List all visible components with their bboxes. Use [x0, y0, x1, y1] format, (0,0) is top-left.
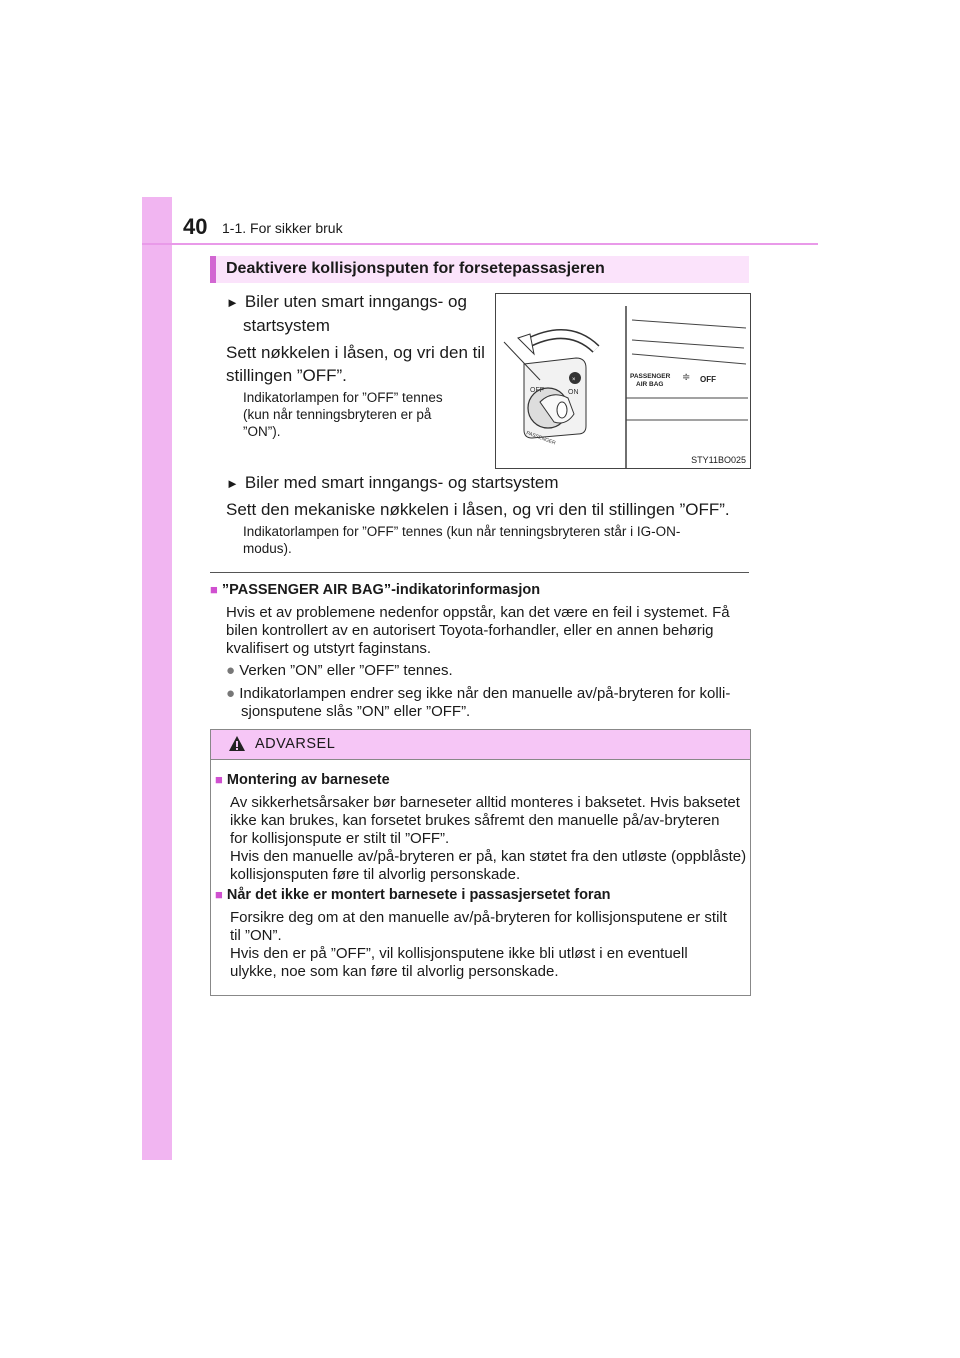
- variant-b-title: ► Biler med smart inngangs- og startsystem: [226, 473, 559, 492]
- variant-a-instruction-line2: stillingen ”OFF”.: [226, 366, 347, 385]
- switch-passenger-label: PASSENGER: [525, 430, 557, 447]
- lamp-airbag-text: AIR BAG: [636, 381, 664, 388]
- warning-label: ADVARSEL: [255, 736, 336, 752]
- warning-item1-line5: kollisjonsputen føre til alvorlig personskade.: [230, 866, 521, 883]
- variant-a-note-line2: (kun når tenningsbryteren er på: [243, 407, 432, 422]
- info-body-line1: Hvis et av problemene nedenfor oppstår, kan det være en feil i systemet. Få: [226, 604, 730, 621]
- info-title: ■ ”PASSENGER AIR BAG”-indikatorinformasjon: [210, 582, 541, 598]
- figure-code: STY11BO025: [691, 455, 746, 465]
- warning-item1-line2: ikke kan brukes, kan forsetet brukes såfremt den manuelle på/av-bryteren: [230, 812, 720, 829]
- warning-item2-line2: til ”ON”.: [230, 927, 282, 944]
- variant-b-note-line2: modus).: [243, 541, 292, 556]
- warning-item2-line4: ulykke, noe som kan føre til alvorlig personskade.: [230, 963, 559, 980]
- arrow-icon: ►: [226, 295, 239, 310]
- info-body-line3: kvalifisert og utstyrt faginstans.: [226, 640, 432, 657]
- lamp-passenger-text: PASSENGER: [630, 373, 671, 380]
- switch-drawing: [496, 294, 750, 468]
- heading-accent-bar: [210, 256, 216, 283]
- header-rule: [142, 243, 818, 245]
- warning-item2-line3: Hvis den er på ”OFF”, vil kollisjonsputene ikke bli utløst i en eventuell: [230, 945, 688, 962]
- switch-off-label: OFF: [530, 387, 544, 394]
- square-bullet-icon: ■: [215, 772, 223, 787]
- svg-text:×: ×: [572, 377, 576, 383]
- page-number: 40: [183, 214, 208, 239]
- circle-bullet-icon: ●: [226, 662, 236, 679]
- variant-a-note-line1: Indikatorlampen for ”OFF” tennes: [243, 390, 443, 405]
- divider: [210, 572, 749, 573]
- square-bullet-icon: ■: [215, 887, 223, 902]
- lamp-seat-icon: ≑: [682, 372, 691, 383]
- side-tab: [142, 197, 172, 1160]
- square-bullet-icon: ■: [210, 582, 218, 597]
- airbag-switch-illustration: [495, 293, 751, 469]
- warning-item1-title: ■ Montering av barnesete: [215, 772, 390, 788]
- variant-b-instruction: Sett den mekaniske nøkkelen i låsen, og vri den til stillingen ”OFF”.: [226, 500, 730, 519]
- section-heading-text: Deaktivere kollisjonsputen for forsetepassasjeren: [226, 260, 605, 277]
- warning-item1-line1: Av sikkerhetsårsaker bør barneseter alltid monteres i baksetet. Hvis baksetet: [230, 794, 740, 811]
- variant-a-note-line3: ”ON”).: [243, 424, 281, 439]
- warning-box: [210, 729, 751, 996]
- warning-triangle-icon: [228, 735, 246, 752]
- warning-item1-line3: for kollisjonspute er stilt til ”OFF”.: [230, 830, 450, 847]
- section-title: 1-1. For sikker bruk: [222, 220, 343, 236]
- warning-item1-line4: Hvis den manuelle av/på-bryteren er på, kan støtet fra den utløste (oppblåste): [230, 848, 747, 865]
- variant-a-title-line2: startsystem: [243, 316, 330, 335]
- variant-b-note-line1: Indikatorlampen for ”OFF” tennes (kun når tenningsbryteren står i IG-ON-: [243, 524, 681, 539]
- variant-a-title-line1: ► Biler uten smart inngangs- og: [226, 292, 467, 311]
- info-bullet2-line2: sjonsputene slås ”ON” eller ”OFF”.: [241, 703, 471, 720]
- variant-a-instruction-line1: Sett nøkkelen i låsen, og vri den til: [226, 343, 485, 362]
- warning-item2-title: ■ Når det ikke er montert barnesete i passasjersetet foran: [215, 887, 611, 903]
- info-bullet2-line1: ● Indikatorlampen endrer seg ikke når den manuelle av/på-bryteren for kolli-: [226, 685, 731, 702]
- lamp-off-text: OFF: [700, 375, 716, 384]
- warning-header: [211, 730, 750, 760]
- info-bullet1: ● Verken ”ON” eller ”OFF” tennes.: [226, 662, 453, 679]
- circle-bullet-icon: ●: [226, 685, 236, 702]
- section-heading: [210, 256, 749, 283]
- arrow-icon: ►: [226, 476, 239, 491]
- warning-item2-line1: Forsikre deg om at den manuelle av/på-bryteren for kollisjonsputene er stilt: [230, 909, 727, 926]
- switch-on-label: ON: [568, 389, 579, 396]
- info-body-line2: bilen kontrollert av en autorisert Toyota-forhandler, eller en annen behørig: [226, 622, 714, 639]
